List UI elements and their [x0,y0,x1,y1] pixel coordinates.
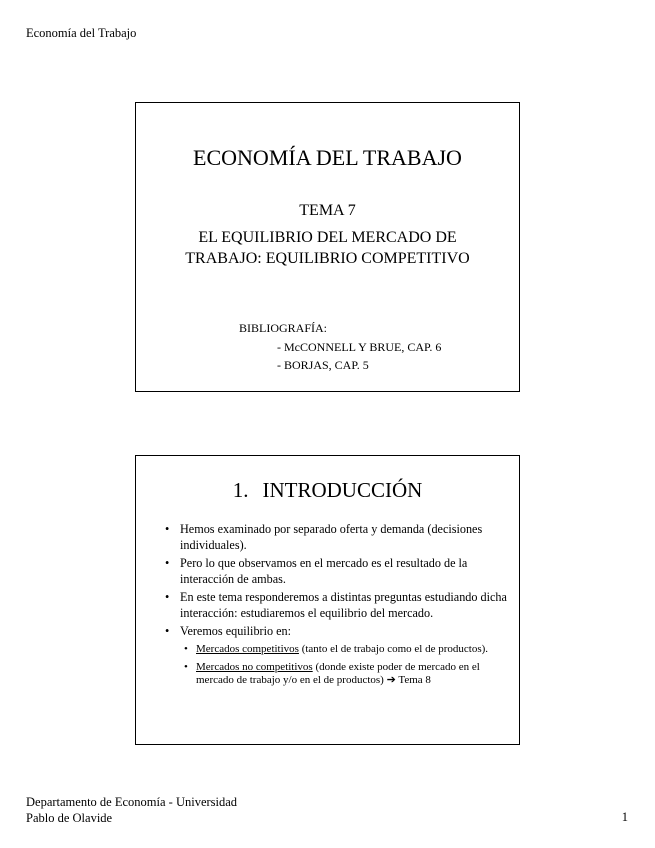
subtitle-line: TRABAJO: EQUILIBRIO COMPETITIVO [185,250,470,267]
sub-bullet-list [180,643,514,687]
tema-label: TEMA 7 [299,202,356,219]
bibliography-label: BIBLIOGRAFÍA: [239,321,328,335]
sub-bullet-item [180,643,514,656]
subtitle-line: EL EQUILIBRIO DEL MERCADO DE [198,229,457,246]
bullet-item: • Pero lo que observamos en el mercado es el resultado de la interacción de ambas. [162,556,514,587]
bibliography-reference: - BORJAS, CAP. 5 [277,358,369,372]
page-footer [26,794,237,826]
section-title [136,478,519,503]
sub-bullet-term: Mercados competitivos [196,642,299,655]
slide-subtitle [136,227,519,269]
sub-bullet-text: (tanto el de trabajo como el de productos). [298,642,489,655]
footer-line: Departamento de Economía - Universidad [26,795,238,809]
section-number: 1. [232,478,249,502]
bullet-list [162,522,514,692]
bullet-item [162,624,514,687]
bibliography-reference: - McCONNELL Y BRUE, CAP. 6 [277,340,442,354]
page-header: Economía del Trabajo [26,26,137,40]
slide-introduction [135,455,520,745]
slide-title [135,102,520,392]
sub-bullet-term: Mercados no competitivos [196,660,313,673]
section-title-text: INTRODUCCIÓN [262,478,423,502]
sub-bullet-item [180,661,514,687]
bullet-item: • Hemos examinado por separado oferta y demanda (decisiones individuales). [162,522,514,553]
sub-bullet-text: (donde existe poder de mercado en el mercado de trabajo y/o en el de productos) ➔ Tema 8 [196,660,480,686]
bullet-item: • En este tema responderemos a distintas preguntas estudiando dicha interacción: estudiaremos el equilibrio del mercado. [162,590,514,621]
bullet-item-text: Veremos equilibrio en: [180,624,292,638]
footer-line: Pablo de Olavide [26,811,113,825]
slide-title-heading: ECONOMÍA DEL TRABAJO [193,145,462,170]
page-number: 1 [621,810,628,824]
